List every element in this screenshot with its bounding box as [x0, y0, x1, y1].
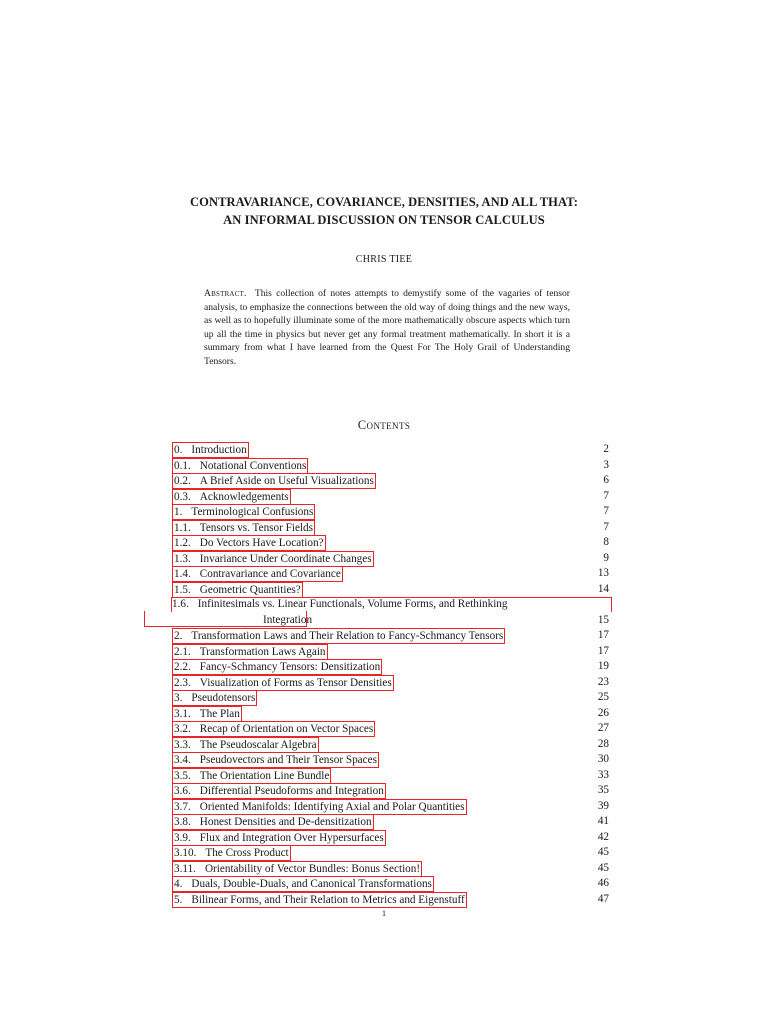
toc-entry [0, 489, 768, 505]
toc-link[interactable] [172, 876, 434, 892]
toc-number: 1.4. [174, 568, 191, 580]
toc-link[interactable] [172, 752, 379, 768]
toc-title: Oriented Manifolds: Identifying Axial and Polar Quantities [199, 800, 465, 813]
toc-entry [0, 504, 768, 520]
toc-link[interactable] [172, 535, 326, 551]
toc-page-number: 25 [597, 691, 609, 703]
toc-title: The Cross Product [205, 847, 289, 859]
toc-title: Bilinear Forms, and Their Relation to Metrics and Eigenstuff [191, 893, 465, 906]
toc-page-number: 45 [597, 861, 609, 874]
toc-page-number: 28 [597, 737, 609, 750]
toc-number: 0.3. [174, 490, 191, 503]
toc-entry [0, 814, 768, 830]
toc-page-number: 23 [597, 675, 609, 688]
contents-heading: Contents [357, 418, 411, 432]
toc-link[interactable] [172, 442, 249, 458]
toc-number: 2.2. [174, 661, 191, 673]
abstract-text: This collection of notes attempts to demystify some of the vagaries of tensor analysis, to emphasize the connections between the old way of doing things and the new ways, as well as to hopefully illuminate some of the more mathematically obscure aspects which turn up all the time in physics but never get any formal treatment mathematically. In short it is a summary from what I have learned from the Quest For The Holy Grail of Understanding Tensors. [204, 288, 571, 367]
toc-number: 5. [174, 893, 183, 906]
toc-page-number: 39 [597, 799, 609, 812]
toc-link[interactable] [172, 675, 394, 691]
toc-title: Pseudotensors [191, 692, 256, 704]
toc-title: Introduction [191, 444, 247, 456]
toc-link[interactable] [172, 768, 331, 784]
toc-entry [0, 892, 768, 908]
toc-link[interactable] [172, 830, 386, 846]
toc-number: 3.11. [174, 862, 196, 875]
toc-entry [0, 861, 768, 877]
toc-page-number: 27 [597, 722, 609, 734]
toc-entry [0, 830, 768, 846]
toc-entry [0, 737, 768, 753]
toc-page-number: 15 [597, 613, 609, 626]
toc-title: Do Vectors Have Location? [199, 537, 324, 549]
toc-page-number: 30 [597, 753, 609, 765]
toc-entry [0, 659, 768, 675]
toc-number: 2. [174, 630, 183, 642]
toc-page-number: 17 [597, 629, 609, 641]
toc-number: 0. [174, 444, 183, 456]
toc-link[interactable] [172, 845, 291, 861]
toc-link[interactable] [172, 551, 374, 567]
toc-title: The Pseudoscalar Algebra [199, 738, 317, 751]
toc-title: Invariance Under Coordinate Changes [199, 552, 372, 565]
toc-link[interactable] [172, 628, 505, 644]
toc-page-number: 26 [597, 706, 609, 719]
toc-entry [0, 535, 768, 551]
toc-title: Acknowledgements [199, 490, 289, 503]
toc-link[interactable] [172, 690, 257, 706]
toc-title: Flux and Integration Over Hypersurfaces [199, 831, 384, 844]
abstract-lead: Abstract. [204, 288, 247, 299]
toc-number: 3.4. [174, 754, 191, 766]
toc-number: 1.6. [172, 598, 189, 610]
toc-entry [0, 675, 768, 691]
toc-entry [0, 597, 768, 628]
toc-page-number: 14 [597, 582, 609, 595]
toc-number: 1.2. [174, 537, 191, 549]
toc-entry [0, 721, 768, 737]
toc-title: Contravariance and Covariance [199, 568, 341, 580]
toc-title: Differential Pseudoforms and Integration [199, 785, 384, 797]
toc-title: Transformation Laws and Their Relation to Fancy-Schmancy Tensors [191, 630, 504, 642]
toc-title: Pseudovectors and Their Tensor Spaces [199, 754, 377, 766]
toc-link[interactable] [172, 504, 315, 520]
toc-link[interactable] [172, 799, 467, 815]
toc-title: Notational Conventions [199, 459, 307, 472]
toc-link[interactable] [172, 566, 343, 582]
toc-page-number: 13 [597, 567, 609, 579]
toc-number: 0.1. [174, 459, 191, 472]
toc-entry [0, 768, 768, 784]
toc-link[interactable] [172, 473, 376, 489]
toc-page-number: 7 [603, 520, 609, 533]
toc-title: Terminological Confusions [191, 506, 314, 518]
toc-link[interactable] [172, 520, 315, 536]
toc-entry [0, 458, 768, 474]
toc-title: Visualization of Forms as Tensor Densities [199, 676, 392, 689]
toc-link[interactable] [172, 659, 382, 675]
page-number: 1 [381, 908, 387, 918]
toc-link[interactable] [172, 861, 422, 877]
toc-link[interactable] [172, 706, 242, 722]
toc-entry [0, 752, 768, 768]
toc-link[interactable] [172, 721, 375, 737]
abstract [204, 287, 570, 369]
toc-number: 2.1. [174, 645, 191, 658]
toc-number: 2.3. [174, 676, 191, 689]
toc-entry [0, 442, 768, 458]
toc-page-number: 7 [603, 489, 609, 502]
toc-page-number: 17 [597, 644, 609, 657]
toc-entry [0, 783, 768, 799]
toc-link[interactable] [172, 783, 386, 799]
toc-link[interactable] [172, 597, 507, 613]
toc-link[interactable] [172, 814, 374, 830]
toc-number: 3.6. [174, 785, 191, 797]
toc-page-number: 46 [597, 877, 609, 889]
toc-number: 3.5. [174, 769, 191, 782]
toc-number: 3.9. [174, 831, 191, 844]
toc-page-number: 33 [597, 768, 609, 781]
toc-entry [0, 799, 768, 815]
toc-number: 1. [174, 506, 183, 518]
toc-title: Tensors vs. Tensor Fields [199, 521, 313, 534]
toc-page-number: 3 [603, 458, 609, 471]
toc-title-continued[interactable]: Integration [263, 613, 313, 626]
toc-title: The Plan [199, 707, 240, 720]
toc-title: Orientability of Vector Bundles: Bonus Section! [204, 862, 421, 875]
toc-title: Honest Densities and De-densitization [199, 816, 372, 828]
toc-number: 3.7. [174, 800, 191, 813]
toc-title: Recap of Orientation on Vector Spaces [199, 723, 374, 735]
toc-number: 3.2. [174, 723, 191, 735]
toc-number: 0.2. [174, 475, 191, 487]
title-line-2: AN INFORMAL DISCUSSION ON TENSOR CALCULUS [223, 213, 545, 227]
toc-page-number: 2 [603, 443, 609, 455]
author-name: CHRIS TIEE [355, 254, 413, 265]
toc-number: 1.5. [174, 583, 191, 596]
toc-number: 3.3. [174, 738, 191, 751]
toc-number: 1.1. [174, 521, 191, 534]
paper-title [0, 193, 768, 229]
toc-entry [0, 628, 768, 644]
toc-page-number: 35 [597, 784, 609, 796]
toc-link[interactable] [172, 489, 291, 505]
toc-entry [0, 690, 768, 706]
toc-entry [0, 520, 768, 536]
toc-title: Infinitesimals vs. Linear Functionals, Volume Forms, and Rethinking [197, 598, 508, 610]
toc-entry [0, 876, 768, 892]
toc-entry [0, 473, 768, 489]
toc-page-number: 9 [603, 551, 609, 564]
toc-page-number: 8 [603, 536, 609, 548]
toc-entry [0, 551, 768, 567]
toc-number: 3. [174, 692, 183, 704]
toc-link[interactable] [172, 582, 303, 598]
toc-title: Geometric Quantities? [199, 583, 301, 596]
toc-link[interactable] [172, 892, 467, 908]
toc-entry [0, 845, 768, 861]
toc-entry [0, 566, 768, 582]
toc-page-number: 7 [603, 505, 609, 517]
toc-number: 3.1. [174, 707, 191, 720]
toc-page-number: 42 [597, 830, 609, 843]
toc-number: 3.8. [174, 816, 191, 828]
toc-title: Transformation Laws Again [199, 645, 326, 658]
toc-page-number: 45 [597, 846, 609, 858]
toc-link[interactable] [172, 458, 308, 474]
toc-title: A Brief Aside on Useful Visualizations [199, 475, 374, 487]
toc-entry [0, 644, 768, 660]
toc-link[interactable] [172, 737, 319, 753]
toc-number: 4. [174, 878, 183, 890]
toc-title: Fancy-Schmancy Tensors: Densitization [199, 661, 381, 673]
toc-number: 3.10. [174, 847, 197, 859]
toc-title: The Orientation Line Bundle [199, 769, 330, 782]
toc-page-number: 19 [597, 660, 609, 672]
toc-number: 1.3. [174, 552, 191, 565]
toc-page-number: 6 [603, 474, 609, 486]
toc-page-number: 47 [597, 892, 609, 905]
toc-entry [0, 582, 768, 598]
toc-entry [0, 706, 768, 722]
toc-page-number: 41 [597, 815, 609, 827]
toc-link[interactable] [172, 644, 328, 660]
title-line-1: CONTRAVARIANCE, COVARIANCE, DENSITIES, AND ALL THAT: [190, 195, 578, 209]
toc-title: Duals, Double-Duals, and Canonical Transformations [191, 878, 432, 890]
